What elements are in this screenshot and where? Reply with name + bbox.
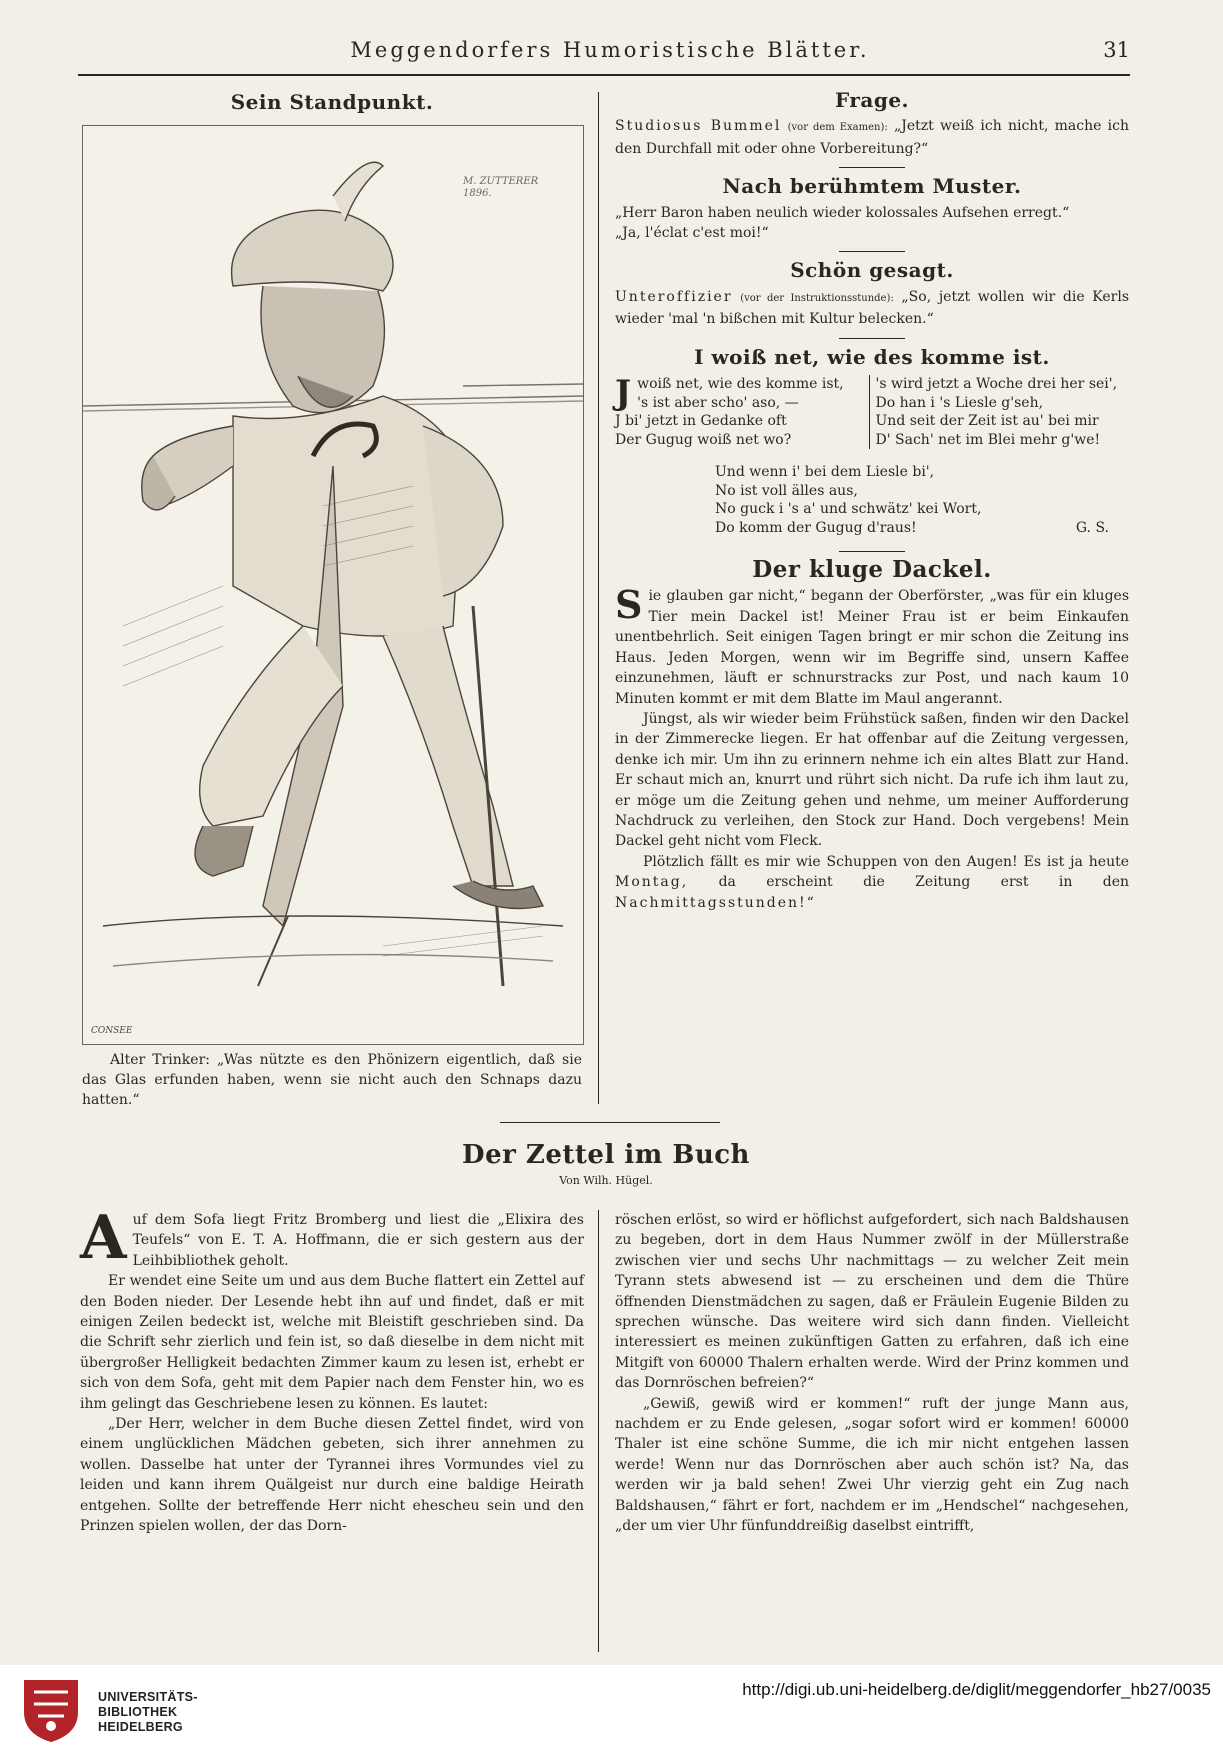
poem-line: D' Sach' net im Blei mehr g'we! [875, 431, 1101, 448]
page-number: 31 [1103, 38, 1130, 62]
poem-dropcap: J [615, 373, 632, 414]
zettel-left-column [80, 1203, 584, 1537]
caption-text: Alter Trinker: „Was nützte es den Phönizern eigentlich, daß sie das Glas erfunden haben, wenn sie nicht auch den Schnaps dazu hatten.“ [82, 1052, 582, 1108]
logo-line: BIBLIOTHEK [98, 1705, 178, 1719]
poem-line: Und wenn i' bei dem Liesle bi', [715, 464, 935, 481]
permalink-url[interactable]: http://digi.ub.uni-heidelberg.de/diglit/meggendorfer_hb27/0035 [742, 1680, 1211, 1699]
zettel-title: Der Zettel im Buch [462, 1140, 750, 1170]
poem-line: 's wird jetzt a Woche drei her sei', [875, 376, 1118, 393]
drunkard-sketch [83, 126, 583, 1044]
muster-line-2: „Ja, l'éclat c'est moi!“ [615, 225, 769, 242]
poem-line: 's ist aber scho' aso, — [637, 394, 799, 411]
zettel-right-column [615, 1210, 1129, 1537]
separator [839, 167, 905, 168]
separator [839, 551, 905, 552]
zettel-paragraph-1: Auf dem Sofa liegt Fritz Bromberg und liest die „Elixira des Teufels“ von E. T. A. Hoffmann, die er sich gestern aus der Leihbibliothek geholt. [80, 1203, 584, 1273]
library-logo-text[interactable] [98, 1690, 198, 1735]
university-seal-icon [14, 1672, 88, 1746]
right-column [615, 90, 1129, 913]
frage-title: Frage. [834, 88, 909, 112]
poem-line: No ist voll älles aus, [715, 482, 858, 499]
zettel-byline: Von Wilh. Hügel. [559, 1174, 653, 1187]
poem-right-column [869, 375, 1130, 449]
logo-line: HEIDELBERG [98, 1720, 183, 1734]
poem-left-column [615, 375, 869, 449]
artist-signature: M. ZUTTERER 1896. [463, 176, 539, 199]
dackel-story [615, 582, 1129, 913]
poem-stanza-1 [615, 375, 1129, 449]
separator [839, 338, 905, 339]
logo-line: UNIVERSITÄTS- [98, 1690, 198, 1704]
muster-line-1: „Herr Baron haben neulich wieder kolossales Aufsehen erregt.“ [615, 204, 1070, 221]
illustration-caption [82, 1050, 582, 1110]
poem-title: I woiß net, wie des komme ist. [694, 344, 1050, 369]
poem-line: No guck i 's a' und schwätz' kei Wort, [715, 501, 982, 518]
schoen-title: Schön gesagt. [790, 258, 954, 283]
poem-line: J bi' jetzt in Gedanke oft [615, 413, 787, 430]
zettel-paragraph-4: röschen erlöst, so wird er höflichst aufgefordert, sich nach Baldshausen zu begeben, dort in dem Haus Nummer zwölf in der Müllerstraße zwischen vier und sechs Uhr nachmittags — zu welcher Zeit mein Tyrann stets abwesend ist — zu erscheinen und dem die Thüre öffnenden Dienstmädchen zu sagen, daß er Fräulein Eugenie Bilden zu sprechen wünsche. Das weitere wird sich dann finden. Vielleicht interessiert es meinen zukünftigen Gatten zu erfahren, daß ich eine Mitgift von 60000 Thalern erhalten werde. Wird der Prinz kommen und das Dornröschen befreien?“ [615, 1212, 1129, 1392]
dackel-title: Der kluge Dackel. [752, 556, 992, 584]
zettel-paragraph-2: Er wendet eine Seite um und aus dem Buche flattert ein Zettel auf den Boden nieder. Der Lesende hebt ihn auf und findet, daß er mit einigen Zeilen bedeckt ist, welche mit Bleistift geschrieben sind. Da die Schrift sehr zierlich und fein ist, so daß dieselbe in dem nicht mit übergroßer Helligkeit bedachten Zimmer kaum zu lesen ist, erhebt er sich von dem Sofa, geht mit dem Papier nach dem Fenster hin, wo es ihm gelingt das Geschriebene lesen zu können. Es lautet: [80, 1273, 584, 1412]
poem-body [615, 375, 1129, 537]
poem-line: Und seit der Zeit ist au' bei mir [875, 413, 1099, 430]
dackel-paragraph-2: Jüngst, als wir wieder beim Frühstück saßen, finden wir den Dackel in der Zimmerecke liegen. Er hat offenbar auf die Zeitung vergessen, denke ich mir. Um ihn zu erinnern nehme ich ein altes Blatt zur Hand. Er schaut mich an, knurrt und rührt sich nicht. Da rufe ich ihm laut zu, er möge um die Zeitung gehen und nehme, um meiner Aufforderung Nachdruck zu verleihen, den Stock zur Hand. Doch vergebens! Mein Dackel geht nicht vom Fleck. [615, 710, 1129, 850]
muster-title: Nach berühmtem Muster. [722, 174, 1022, 199]
schoen-text: Unteroffizier (vor der Instruktionsstunde): „So, jetzt wollen wir die Kerls wieder 'mal 'n bißchen mit Kultur belecken.“ [615, 288, 1130, 328]
zettel-paragraph-5: „Gewiß, gewiß wird er kommen!“ ruft der junge Mann aus, nachdem er zu Ende gelesen, „sogar sofort wird er kommen! 60000 Thaler ist eine schöne Summe, die ich mir nicht entgehen lassen werde! Wenn nur das Dornröschen aber auch schön ist? Na, das werden wir ja bald sehen! Zwei Uhr vierzig geht ein Zug nach Baldshausen,“ fährt er fort, nachdem er im „Hendschel“ nachgesehen, „der um vier Uhr fünfunddreißig daselbst eintrifft, [615, 1395, 1129, 1535]
poem-line: Do komm der Gugug d'raus! [715, 519, 917, 536]
engraver-credit: CONSEE [91, 1026, 133, 1036]
poem-line: woiß net, wie des komme ist, [637, 376, 844, 393]
poem-signature: G. S. [1075, 519, 1109, 536]
dackel-paragraph-1: Sie glauben gar nicht,“ begann der Oberförster, „was für ein kluges Tier mein Dackel ist! Meiner Frau ist er beim Einkaufen unentbehrlich. Seit einigen Tagen bringt er mir schon die Zeitung ins Haus. Jeden Morgen, wenn wir im Begriffe sind, unsern Kaffee einzunehmen, läuft er schnurstracks zur Post, und nach kaum 10 Minuten kommt er mit dem Blatte im Maul angerannt. [615, 582, 1129, 707]
poem-line: Der Gugug woiß net wo? [615, 431, 792, 448]
poem-stanza-2 [715, 463, 1129, 537]
left-piece-title: Sein Standpunkt. [230, 90, 434, 114]
running-header [80, 38, 1130, 68]
dackel-paragraph-3: Plötzlich fällt es mir wie Schuppen von den Augen! Es ist ja heute Montag, da erscheint die Zeitung erst in den Nachmittagsstunden!“ [615, 853, 1129, 911]
zettel-heading [80, 1140, 1132, 1187]
left-piece [82, 90, 582, 114]
journal-title: Meggendorfers Humoristische Blätter. [350, 38, 870, 62]
frage-text: Studiosus Bummel (vor dem Examen): „Jetzt weiß ich nicht, mache ich den Durchfall mit oder ohne Vorbereitung?“ [615, 118, 1130, 157]
separator [839, 251, 905, 252]
column-divider-bottom [598, 1210, 599, 1652]
column-divider-top [598, 92, 599, 1104]
illustration-frame [82, 125, 584, 1045]
zettel-paragraph-3: „Der Herr, welcher in dem Buche diesen Zettel findet, wird von einem unglücklichen Mädchen gebeten, sich ihrer annehmen zu wollen. Dasselbe hat unter der Tyrannei ihres Vormundes viel zu leiden und kann ihrem Quälgeist nur durch eine baldige Heirath entgehen. Sollte der betreffende Herr nicht ehescheu sein und den Prinzen spielen wollen, der das Dorn- [80, 1416, 584, 1535]
section-rule [500, 1122, 720, 1123]
poem-line: Do han i 's Liesle g'seh, [875, 394, 1044, 411]
header-rule [78, 74, 1130, 76]
